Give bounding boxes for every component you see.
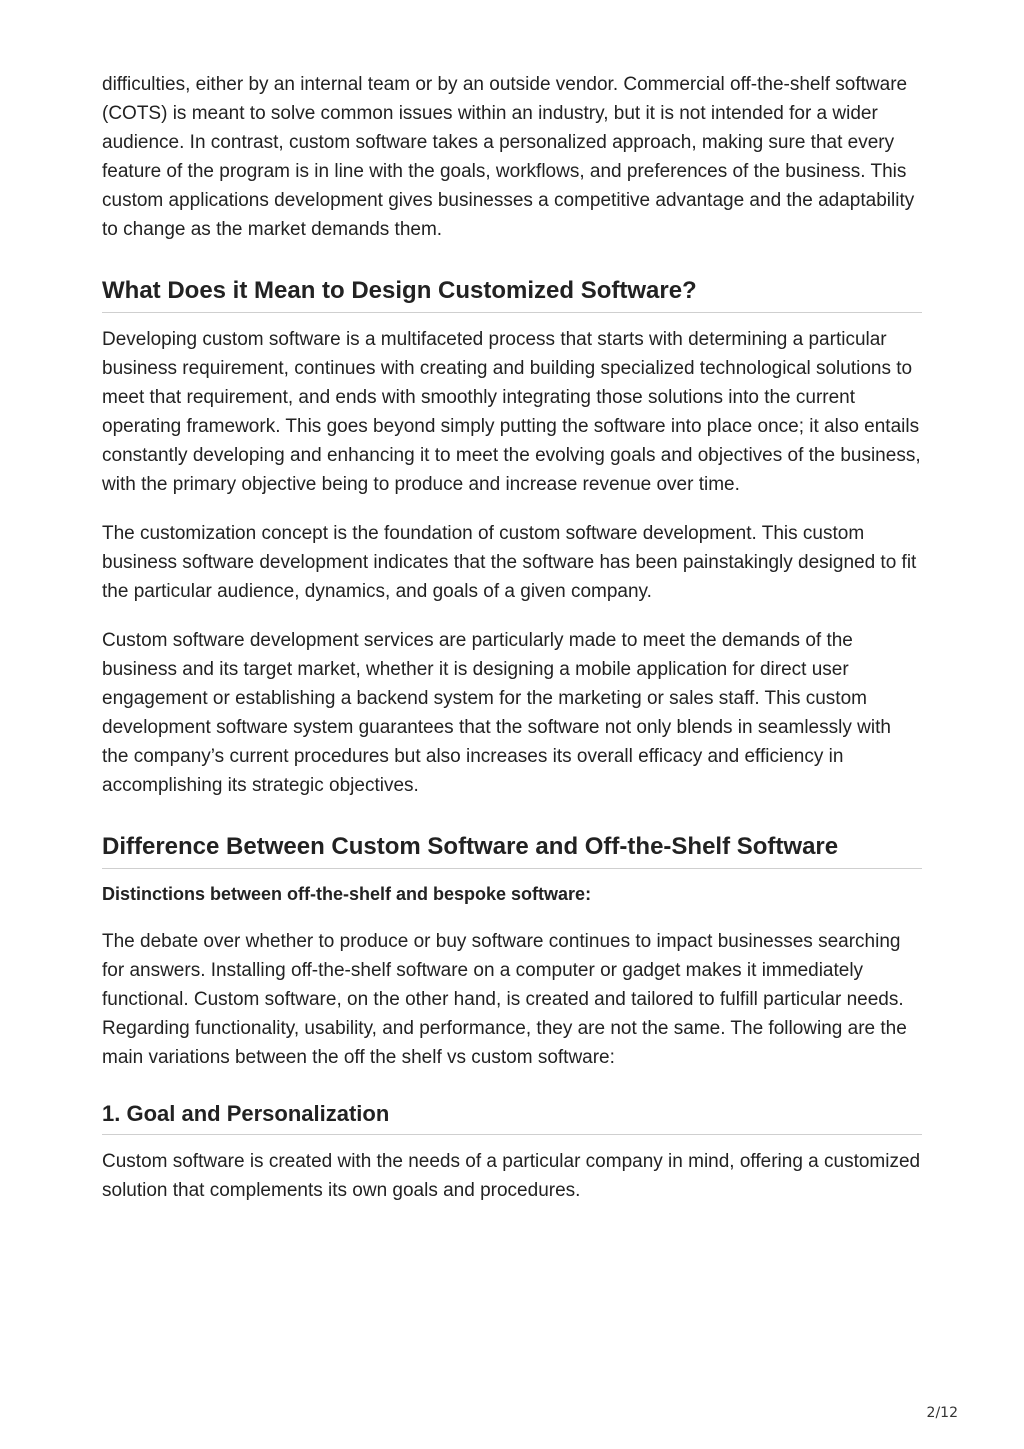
page-number: 2/12 bbox=[926, 1405, 958, 1421]
paragraph: Developing custom software is a multifaceted process that starts with determining a particular business requirement, continues with creating and building specialized technological solutions to meet that requirement, and ends with smoothly integrating those solutions into the current operating framework. This goes beyond simply putting the software into place once; it also entails constantly developing and enhancing it to meet the evolving goals and objectives of the business, with the primary objective being to produce and increase revenue over time. bbox=[102, 329, 921, 495]
section-heading-design-customized-software: What Does it Mean to Design Customized Software? bbox=[102, 276, 922, 313]
section-heading-custom-vs-off-the-shelf: Difference Between Custom Software and Off-the-Shelf Software bbox=[102, 832, 922, 869]
paragraph: Custom software development services are particularly made to meet the demands of the business and its target market, whether it is designing a mobile application for direct user engagement or establishing a backend system for the marketing or sales staff. This custom development software system guarantees that the software not only blends in seamlessly with the company’s current procedures but also increases its overall efficacy and efficiency in accomplishing its strategic objectives. bbox=[102, 630, 891, 796]
subheading-distinctions: Distinctions between off-the-shelf and bespoke software: bbox=[102, 884, 592, 904]
document-page bbox=[102, 70, 922, 1225]
section-heading-goal-personalization: 1. Goal and Personalization bbox=[102, 1100, 922, 1135]
paragraph: The customization concept is the foundation of custom software development. This custom business software development indicates that the software has been painstakingly designed to fit the particular audience, dynamics, and goals of a given company. bbox=[102, 523, 917, 602]
paragraph: The debate over whether to produce or buy software continues to impact businesses searching for answers. Installing off-the-shelf software on a computer or gadget makes it immediately functional. Custom software, on the other hand, is created and tailored to fulfill particular needs. Regarding functionality, usability, and performance, they are not the same. The following are the main variations between the off the shelf vs custom software: bbox=[102, 931, 907, 1068]
intro-paragraph: difficulties, either by an internal team or by an outside vendor. Commercial off-the-shelf software (COTS) is meant to solve common issues within an industry, but it is not intended for a wider audience. In contrast, custom software takes a personalized approach, making sure that every feature of the program is in line with the goals, workflows, and preferences of the business. This custom applications development gives businesses a competitive advantage and the adaptability to change as the market demands them. bbox=[102, 74, 915, 240]
paragraph: Custom software is created with the needs of a particular company in mind, offering a customized solution that complements its own goals and procedures. bbox=[102, 1151, 921, 1201]
